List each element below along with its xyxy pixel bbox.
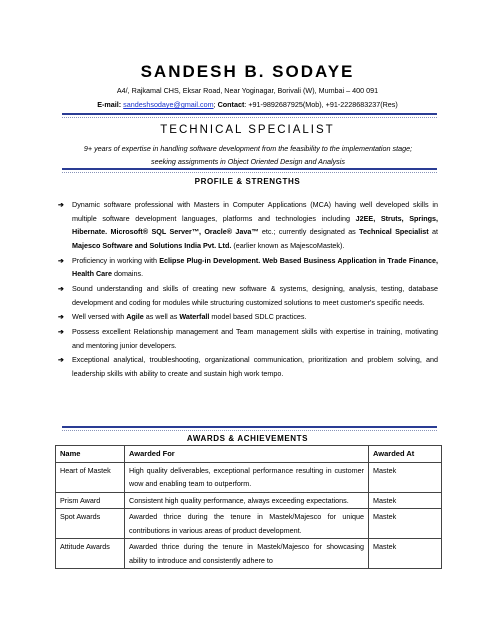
right-arrow-icon: ➔ <box>58 312 65 322</box>
award-reason: Awarded thrice during the tenure in Mastek/Majesco for showcasing ability to introduce and consistently adhere to <box>125 539 369 569</box>
objective-line-1: 9+ years of expertise in handling software development from the feasibility to the implementation stage; <box>83 144 413 153</box>
column-header: Awarded For <box>125 446 369 463</box>
column-header: Awarded At <box>369 446 442 463</box>
header-rule <box>62 113 437 115</box>
list-item: ➔ Well versed with Agile as well as Waterfall model based SDLC practices. <box>58 310 438 324</box>
award-reason: Awarded thrice during the tenure in Mastek/Majesco for unique contributions in various areas of product development. <box>125 509 369 539</box>
award-reason: Consistent high quality performance, always exceeding expectations. <box>125 492 369 509</box>
award-name: Attitude Awards <box>56 539 125 569</box>
contact-line: E-mail: sandeshsodaye@gmail.com; Contact: +91-9892687925(Mob), +91-2228683237(Res) <box>97 100 398 109</box>
table-row <box>56 462 442 492</box>
award-place: Mastek <box>369 539 442 569</box>
email-link[interactable]: sandeshsodaye@gmail.com <box>123 100 214 109</box>
right-arrow-icon: ➔ <box>58 283 65 293</box>
objective-rule <box>62 168 437 170</box>
awards-table <box>55 445 442 569</box>
objective-rule-dotted <box>62 172 437 173</box>
profile-rule-dotted <box>62 430 437 431</box>
awards-heading: AWARDS & ACHIEVEMENTS <box>186 434 309 443</box>
table-row <box>56 539 442 569</box>
list-item: ➔ Possess excellent Relationship management and Team management skills with expertise in training, motivating and mentoring junior developers. <box>58 327 438 350</box>
profile-heading: PROFILE & STRENGTHS <box>194 177 301 186</box>
address: A4/, Rajkamal CHS, Eksar Road, Near Yoginagar, Borivali (W), Mumbai – 400 091 <box>116 86 379 95</box>
award-place: Mastek <box>369 492 442 509</box>
column-header: Name <box>56 446 125 463</box>
right-arrow-icon: ➔ <box>58 200 65 209</box>
award-name: Prism Award <box>56 492 125 509</box>
right-arrow-icon: ➔ <box>58 355 65 365</box>
award-reason: High quality deliverables, exceptional performance resulting in customer wow and enabling team to outperform. <box>125 462 369 492</box>
email-label: E-mail <box>97 100 119 109</box>
candidate-name: SANDESH B. SODAYE <box>140 62 355 81</box>
list-item: ➔ Dynamic software professional with Masters in Computer Applications (MCA) having well developed skills in multiple software development languages, platforms and technologies including J2EE, Struts, Springs, Hibernate. Microsoft® SQL Server™, Oracle® Java™ etc.; currently designated as Technical Specialist at Majesco Software and Solutions India Pvt. Ltd. (earlier known as MajescoMastek). <box>58 200 438 250</box>
award-place: Mastek <box>369 462 442 492</box>
profile-rule <box>62 426 437 428</box>
objective-line-2: seeking assignments in Object Oriented Design and Analysis <box>151 157 345 166</box>
award-name: Heart of Mastek <box>56 462 125 492</box>
award-name: Spot Awards <box>56 509 125 539</box>
list-item: ➔ Sound understanding and skills of creating new software & systems, designing, analysis, testing, database development and coding for modules while structuring customized solutions to meet customer's specific needs. <box>58 283 438 307</box>
table-header-row <box>56 446 442 463</box>
list-item: ➔ Proficiency in working with Eclipse Plug-in Development. Web Based Business Application in Trade Finance, Health Care domains. <box>58 255 438 279</box>
job-title: TECHNICAL SPECIALIST <box>160 124 335 136</box>
table-row <box>56 492 442 509</box>
objective <box>58 142 438 168</box>
list-item: ➔ Exceptional analytical, troubleshooting, organizational communication, prioritization and problem solving, and leadership skills with ability to create and sustain high work tempo. <box>58 355 438 379</box>
profile-list <box>58 198 438 382</box>
award-place: Mastek <box>369 509 442 539</box>
contact-numbers: : +91-9892687925(Mob), +91-2228683237(Res) <box>244 100 398 109</box>
right-arrow-icon: ➔ <box>58 255 65 265</box>
contact-label: Contact <box>217 100 245 109</box>
table-row <box>56 509 442 539</box>
right-arrow-icon: ➔ <box>58 327 65 337</box>
header-rule-dotted <box>62 117 437 118</box>
